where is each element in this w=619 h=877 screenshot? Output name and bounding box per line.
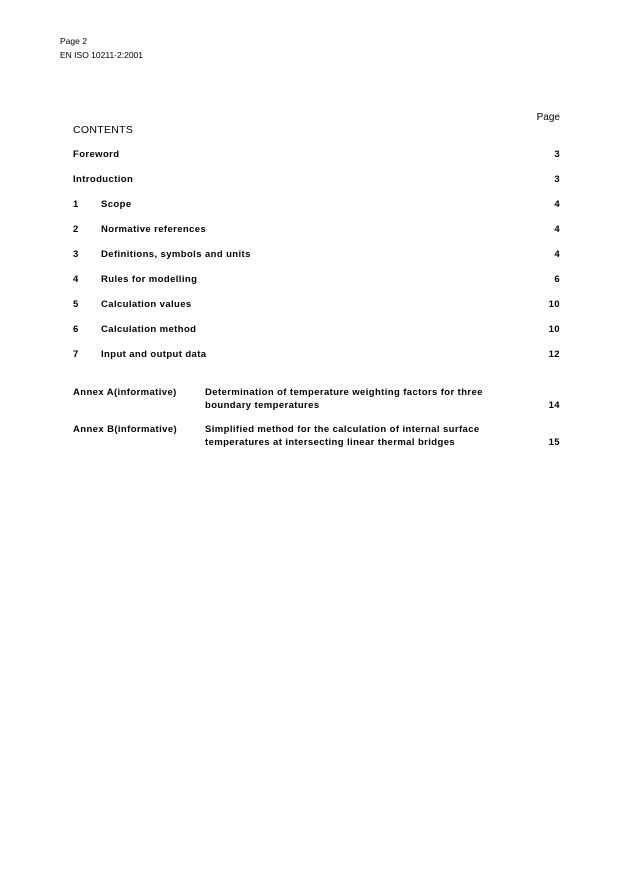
annex-title [205,387,525,412]
annex-page: 14 [548,400,560,411]
toc-entry-foreword[interactable] [73,149,560,174]
toc-entry-number: 1 [73,199,79,210]
toc-entry-title: Definitions, symbols and units [101,249,251,260]
toc-entry-input-output-data[interactable] [73,349,560,374]
toc-entry-page: 3 [554,174,560,185]
toc-entry-title: Calculation method [101,324,197,335]
toc-entry-rules-for-modelling[interactable] [73,274,560,299]
toc-entry-definitions[interactable] [73,249,560,274]
toc-entry-number: 3 [73,249,79,260]
page-number: Page 2 [60,36,87,46]
toc-entry-calculation-values[interactable] [73,299,560,324]
toc-entry-title: Scope [101,199,132,210]
toc-entry-number: 6 [73,324,79,335]
annex-id: Annex B(informative) [73,424,178,435]
toc-entry-page: 4 [554,199,560,210]
toc-entry-number: 2 [73,224,79,235]
annex-title-line: Determination of temperature weighting factors for three [205,387,483,398]
annex-id: Annex A(informative) [73,387,177,398]
toc-entry-number: 4 [73,274,79,285]
toc-entry-number: 5 [73,299,79,310]
annex-title-line: temperatures at intersecting linear thermal bridges [205,436,456,448]
page-header [60,34,143,62]
annex-entry-a[interactable] [73,387,560,424]
annex-page: 15 [548,437,560,448]
toc-entry-title: Normative references [101,224,207,235]
page-column-label: Page [536,112,560,123]
toc-entry-title: Introduction [73,174,134,185]
toc-entry-introduction[interactable] [73,174,560,199]
toc-entry-page: 10 [548,299,560,310]
toc-entry-number: 7 [73,349,79,360]
toc-entry-page: 4 [554,249,560,260]
toc-entry-title: Input and output data [101,349,207,360]
toc-entry-page: 4 [554,224,560,235]
standard-reference: EN ISO 10211-2:2001 [60,50,144,60]
toc-entry-title: Calculation values [101,299,192,310]
annex-entry-b[interactable] [73,424,560,461]
annex-title [205,424,525,449]
toc-entry-page: 3 [554,149,560,160]
annex-title-line: boundary temperatures [205,399,320,411]
toc-entry-title: Rules for modelling [101,274,198,285]
toc-entry-page: 10 [548,324,560,335]
toc-entry-page: 12 [548,349,560,360]
contents-title: CONTENTS [73,124,134,136]
toc-entry-normative-references[interactable] [73,224,560,249]
annex-title-line: Simplified method for the calculation of internal surface [205,424,480,435]
toc-entry-scope[interactable] [73,199,560,224]
toc-entry-title: Foreword [73,149,120,160]
toc-entry-page: 6 [554,274,560,285]
annex-list [73,387,560,461]
toc-entry-calculation-method[interactable] [73,324,560,349]
table-of-contents [73,149,560,374]
